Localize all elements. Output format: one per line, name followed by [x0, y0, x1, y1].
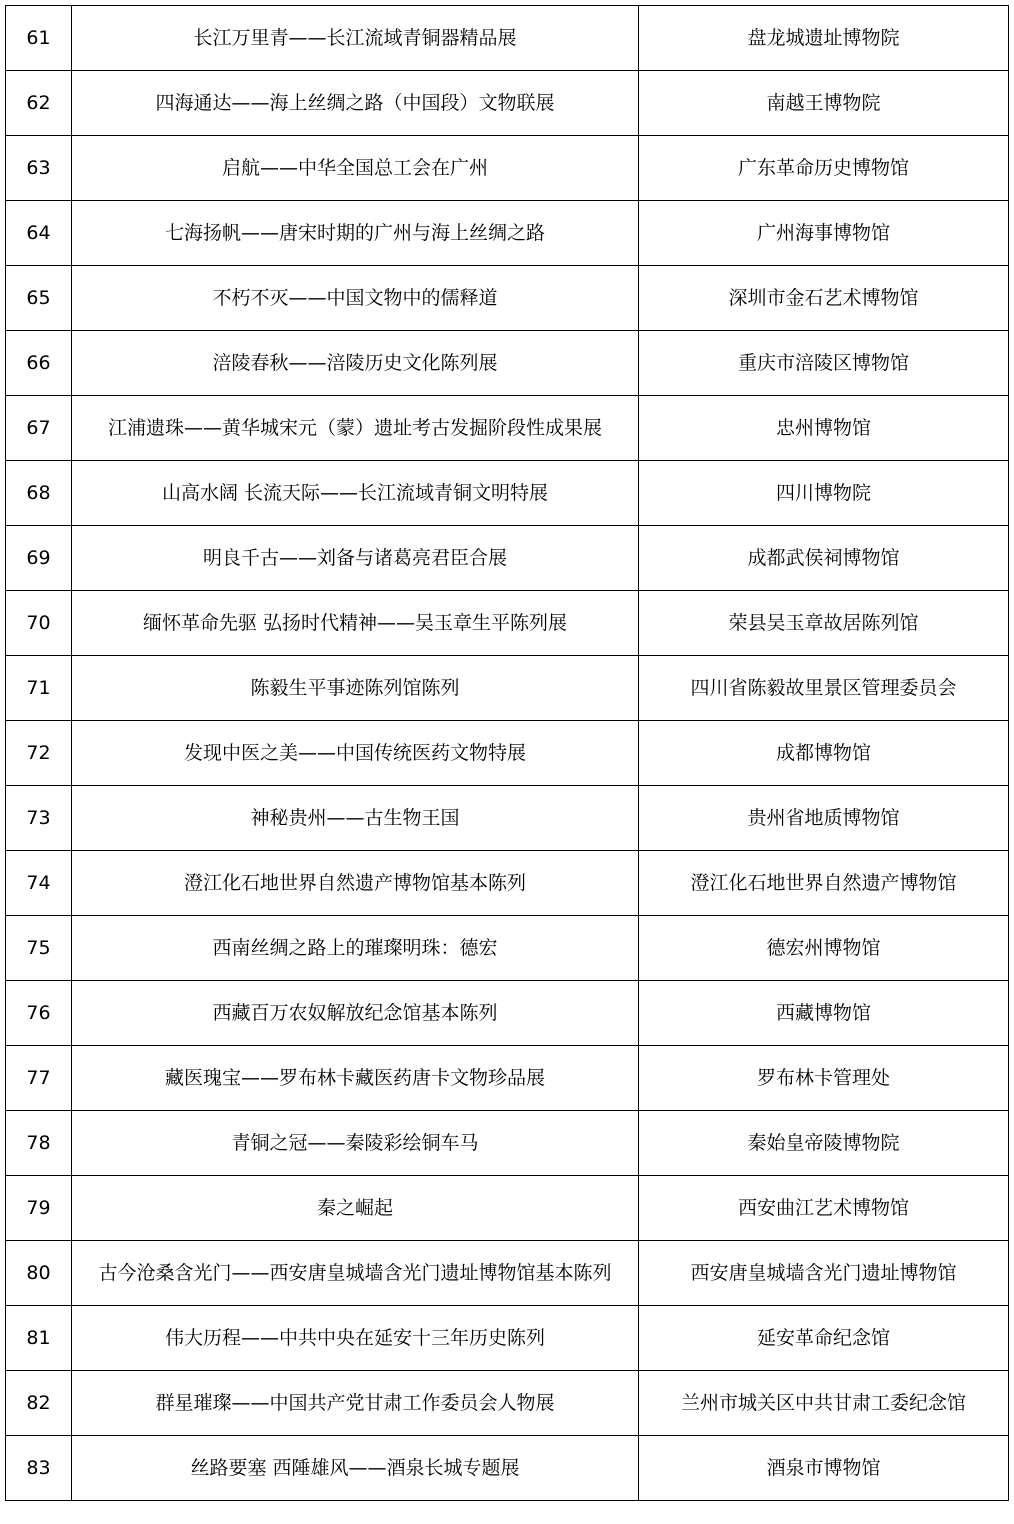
table-row [6, 981, 1009, 1046]
row-number: 71 [6, 656, 72, 721]
exhibition-name: 古今沧桑含光门——西安唐皇城墙含光门遗址博物馆基本陈列 [72, 1241, 639, 1306]
institution-name: 广州海事博物馆 [639, 201, 1009, 266]
table-row [6, 916, 1009, 981]
table-row [6, 1111, 1009, 1176]
exhibition-name: 缅怀革命先驱 弘扬时代精神——吴玉章生平陈列展 [72, 591, 639, 656]
institution-name: 广东革命历史博物馆 [639, 136, 1009, 201]
institution-name: 南越王博物院 [639, 71, 1009, 136]
row-number: 73 [6, 786, 72, 851]
exhibition-name: 秦之崛起 [72, 1176, 639, 1241]
table-row [6, 851, 1009, 916]
row-number: 68 [6, 461, 72, 526]
table-body [6, 6, 1009, 1501]
exhibition-name: 七海扬帆——唐宋时期的广州与海上丝绸之路 [72, 201, 639, 266]
institution-name: 重庆市涪陵区博物馆 [639, 331, 1009, 396]
institution-name: 罗布林卡管理处 [639, 1046, 1009, 1111]
table-row [6, 71, 1009, 136]
row-number: 76 [6, 981, 72, 1046]
exhibition-name: 群星璀璨——中国共产党甘肃工作委员会人物展 [72, 1371, 639, 1436]
table-row [6, 396, 1009, 461]
table-row [6, 786, 1009, 851]
exhibition-name: 伟大历程——中共中央在延安十三年历史陈列 [72, 1306, 639, 1371]
row-number: 66 [6, 331, 72, 396]
row-number: 64 [6, 201, 72, 266]
institution-name: 忠州博物馆 [639, 396, 1009, 461]
exhibition-name: 发现中医之美——中国传统医药文物特展 [72, 721, 639, 786]
exhibition-name: 涪陵春秋——涪陵历史文化陈列展 [72, 331, 639, 396]
exhibition-name: 澄江化石地世界自然遗产博物馆基本陈列 [72, 851, 639, 916]
exhibition-name: 青铜之冠——秦陵彩绘铜车马 [72, 1111, 639, 1176]
table-row [6, 1046, 1009, 1111]
institution-name: 四川博物院 [639, 461, 1009, 526]
exhibition-name: 明良千古——刘备与诸葛亮君臣合展 [72, 526, 639, 591]
exhibition-name: 江浦遗珠——黄华城宋元（蒙）遗址考古发掘阶段性成果展 [72, 396, 639, 461]
row-number: 67 [6, 396, 72, 461]
table-row [6, 1306, 1009, 1371]
row-number: 80 [6, 1241, 72, 1306]
table-row [6, 1176, 1009, 1241]
institution-name: 盘龙城遗址博物院 [639, 6, 1009, 71]
institution-name: 西藏博物馆 [639, 981, 1009, 1046]
table-row [6, 201, 1009, 266]
row-number: 63 [6, 136, 72, 201]
table-row [6, 1371, 1009, 1436]
table-row [6, 656, 1009, 721]
exhibition-name: 西藏百万农奴解放纪念馆基本陈列 [72, 981, 639, 1046]
institution-name: 贵州省地质博物馆 [639, 786, 1009, 851]
row-number: 81 [6, 1306, 72, 1371]
row-number: 74 [6, 851, 72, 916]
institution-name: 延安革命纪念馆 [639, 1306, 1009, 1371]
institution-name: 成都博物馆 [639, 721, 1009, 786]
table-row [6, 6, 1009, 71]
table-row [6, 266, 1009, 331]
exhibition-table [5, 5, 1009, 1501]
row-number: 65 [6, 266, 72, 331]
row-number: 62 [6, 71, 72, 136]
institution-name: 荣县吴玉章故居陈列馆 [639, 591, 1009, 656]
exhibition-name: 丝路要塞 西陲雄风——酒泉长城专题展 [72, 1436, 639, 1501]
table-row [6, 526, 1009, 591]
institution-name: 四川省陈毅故里景区管理委员会 [639, 656, 1009, 721]
exhibition-name: 藏医瑰宝——罗布林卡藏医药唐卡文物珍品展 [72, 1046, 639, 1111]
row-number: 78 [6, 1111, 72, 1176]
exhibition-name: 神秘贵州——古生物王国 [72, 786, 639, 851]
institution-name: 秦始皇帝陵博物院 [639, 1111, 1009, 1176]
institution-name: 成都武侯祠博物馆 [639, 526, 1009, 591]
institution-name: 深圳市金石艺术博物馆 [639, 266, 1009, 331]
institution-name: 西安曲江艺术博物馆 [639, 1176, 1009, 1241]
institution-name: 澄江化石地世界自然遗产博物馆 [639, 851, 1009, 916]
row-number: 82 [6, 1371, 72, 1436]
row-number: 75 [6, 916, 72, 981]
institution-name: 德宏州博物馆 [639, 916, 1009, 981]
table-row [6, 331, 1009, 396]
row-number: 77 [6, 1046, 72, 1111]
table-row [6, 1436, 1009, 1501]
table-row [6, 591, 1009, 656]
table-row [6, 136, 1009, 201]
exhibition-name: 长江万里青——长江流域青铜器精品展 [72, 6, 639, 71]
table-row [6, 461, 1009, 526]
row-number: 69 [6, 526, 72, 591]
row-number: 79 [6, 1176, 72, 1241]
row-number: 61 [6, 6, 72, 71]
exhibition-name: 启航——中华全国总工会在广州 [72, 136, 639, 201]
exhibition-name: 不朽不灭——中国文物中的儒释道 [72, 266, 639, 331]
row-number: 72 [6, 721, 72, 786]
institution-name: 兰州市城关区中共甘肃工委纪念馆 [639, 1371, 1009, 1436]
row-number: 83 [6, 1436, 72, 1501]
row-number: 70 [6, 591, 72, 656]
institution-name: 西安唐皇城墙含光门遗址博物馆 [639, 1241, 1009, 1306]
exhibition-name: 陈毅生平事迹陈列馆陈列 [72, 656, 639, 721]
table-row [6, 721, 1009, 786]
institution-name: 酒泉市博物馆 [639, 1436, 1009, 1501]
table-row [6, 1241, 1009, 1306]
exhibition-name: 山高水阔 长流天际——长江流域青铜文明特展 [72, 461, 639, 526]
exhibition-name: 四海通达——海上丝绸之路（中国段）文物联展 [72, 71, 639, 136]
exhibition-name: 西南丝绸之路上的璀璨明珠：德宏 [72, 916, 639, 981]
